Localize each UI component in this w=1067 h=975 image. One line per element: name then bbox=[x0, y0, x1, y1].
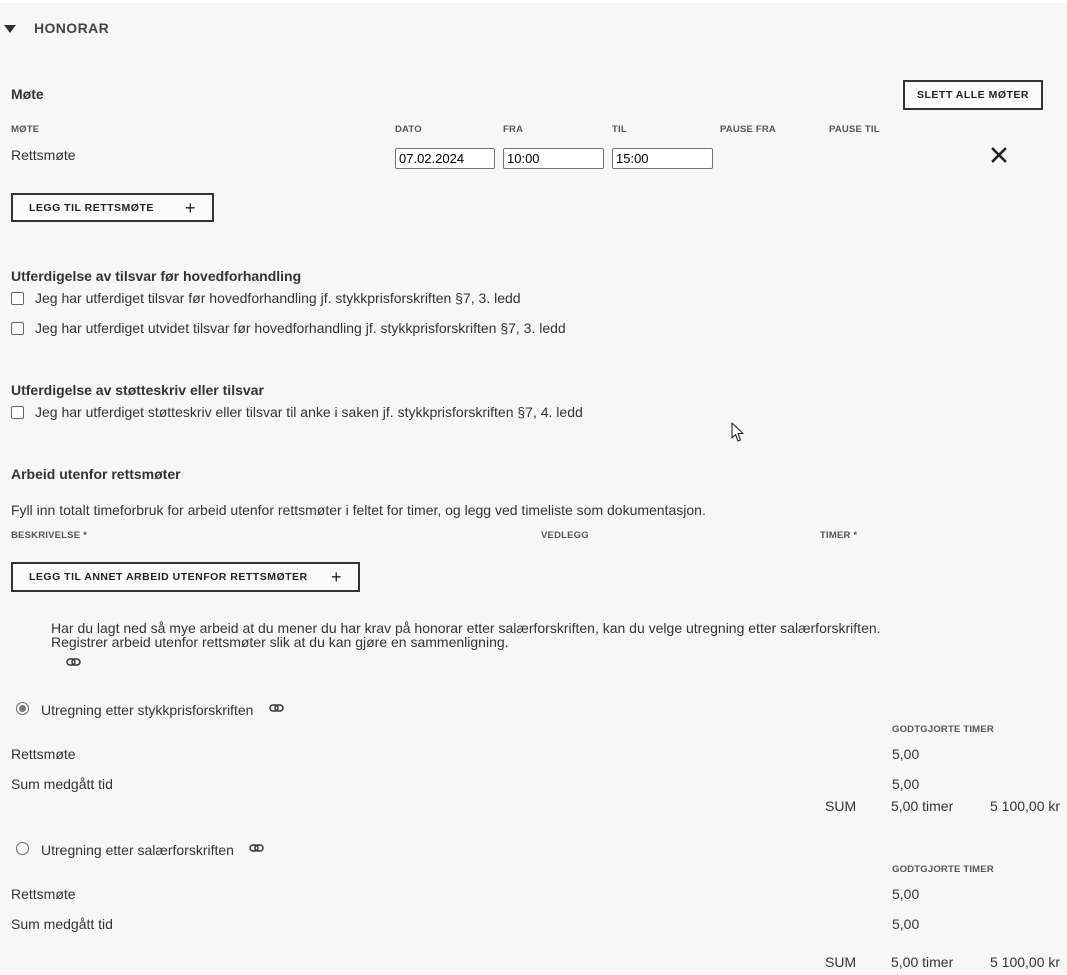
close-icon[interactable] bbox=[991, 147, 1007, 163]
row-value: 5,00 bbox=[892, 916, 920, 932]
link-icon[interactable] bbox=[269, 703, 284, 713]
tilsvar-checkbox-2[interactable] bbox=[11, 322, 24, 335]
row-label: Rettsmøte bbox=[11, 746, 76, 762]
section-title[interactable]: HONORAR bbox=[34, 20, 110, 36]
to-time-input[interactable] bbox=[612, 148, 713, 169]
sum-label: SUM bbox=[825, 798, 857, 814]
sum-hours: 5,00 timer bbox=[891, 798, 954, 814]
row-label: Sum medgått tid bbox=[11, 916, 113, 932]
col-header-dato: DATO bbox=[395, 124, 422, 135]
tilsvar-label-1[interactable]: Jeg har utferdiget tilsvar før hovedforhandling jf. stykkprisforskriften §7, 3. ledd bbox=[35, 290, 521, 306]
meetings-heading: Møte bbox=[11, 86, 44, 102]
col-header-pause-fra: PAUSE FRA bbox=[720, 124, 776, 135]
link-icon[interactable] bbox=[249, 843, 264, 853]
info-line-1: Har du lagt ned så mye arbeid at du mener du har krav på honorar etter salærforskriften, kan du velge utregning etter salærforskriften. bbox=[51, 620, 881, 636]
plus-icon: + bbox=[184, 197, 196, 218]
mouse-cursor-icon bbox=[731, 422, 745, 443]
caret-down-icon[interactable] bbox=[4, 25, 16, 33]
sum-amount: 5 100,00 kr bbox=[990, 798, 1061, 814]
stotteskriv-heading: Utferdigelse av støtteskriv eller tilsvar bbox=[11, 382, 264, 398]
delete-all-meetings-button[interactable] bbox=[903, 80, 1043, 110]
row-label: Rettsmøte bbox=[11, 886, 76, 902]
col-header-vedlegg: VEDLEGG bbox=[541, 530, 589, 541]
sum-label: SUM bbox=[825, 954, 857, 970]
add-other-work-label: LEGG TIL ANNET ARBEID UTENFOR RETTSMØTER bbox=[29, 571, 308, 583]
sum-hours: 5,00 timer bbox=[891, 954, 954, 970]
arbeid-heading: Arbeid utenfor rettsmøter bbox=[11, 466, 181, 482]
row-value: 5,00 bbox=[892, 776, 920, 792]
stotteskriv-label[interactable]: Jeg har utferdiget støtteskriv eller tilsvar til anke i saken jf. stykkprisforskriften §7, 4. ledd bbox=[35, 404, 583, 420]
add-other-work-button[interactable] bbox=[11, 562, 360, 592]
salaer-label[interactable]: Utregning etter salærforskriften bbox=[41, 842, 234, 858]
col-header-mote: MØTE bbox=[11, 124, 40, 135]
godtgjorte-timer-header: GODTGJORTE TIMER bbox=[892, 724, 994, 735]
from-time-input[interactable] bbox=[503, 148, 604, 169]
top-border bbox=[0, 0, 1067, 3]
plus-icon: + bbox=[330, 567, 342, 587]
stykkpris-label[interactable]: Utregning etter stykkprisforskriften bbox=[41, 702, 254, 718]
row-label: Sum medgått tid bbox=[11, 776, 113, 792]
date-input[interactable] bbox=[395, 148, 495, 169]
add-meeting-button[interactable] bbox=[11, 193, 214, 222]
col-header-til: TIL bbox=[612, 124, 627, 135]
info-line-2: Registrer arbeid utenfor rettsmøter slik at du kan gjøre en sammenligning. bbox=[51, 634, 509, 650]
godtgjorte-timer-header: GODTGJORTE TIMER bbox=[892, 864, 994, 875]
row-value: 5,00 bbox=[892, 886, 920, 902]
row-value: 5,00 bbox=[892, 746, 920, 762]
col-header-timer: TIMER * bbox=[820, 530, 858, 541]
meeting-name: Rettsmøte bbox=[11, 147, 76, 163]
sum-amount: 5 100,00 kr bbox=[990, 954, 1061, 970]
col-header-beskrivelse: BESKRIVELSE * bbox=[11, 530, 87, 541]
col-header-fra: FRA bbox=[503, 124, 524, 135]
col-header-pause-til: PAUSE TIL bbox=[829, 124, 880, 135]
delete-all-meetings-label: SLETT ALLE MØTER bbox=[916, 89, 1030, 101]
salaer-radio[interactable] bbox=[16, 842, 29, 855]
tilsvar-heading: Utferdigelse av tilsvar før hovedforhandling bbox=[11, 268, 302, 284]
tilsvar-label-2[interactable]: Jeg har utferdiget utvidet tilsvar før hovedforhandling jf. stykkprisforskriften §7, 3. ledd bbox=[35, 320, 566, 336]
stotteskriv-checkbox[interactable] bbox=[11, 406, 24, 419]
add-meeting-label: LEGG TIL RETTSMØTE bbox=[29, 201, 154, 214]
stykkpris-radio[interactable] bbox=[16, 702, 29, 715]
arbeid-description: Fyll inn totalt timeforbruk for arbeid utenfor rettsmøter i feltet for timer, og legg ved timeliste som dokumentasjon. bbox=[11, 502, 706, 518]
link-icon[interactable] bbox=[66, 657, 81, 667]
tilsvar-checkbox-1[interactable] bbox=[11, 292, 24, 305]
